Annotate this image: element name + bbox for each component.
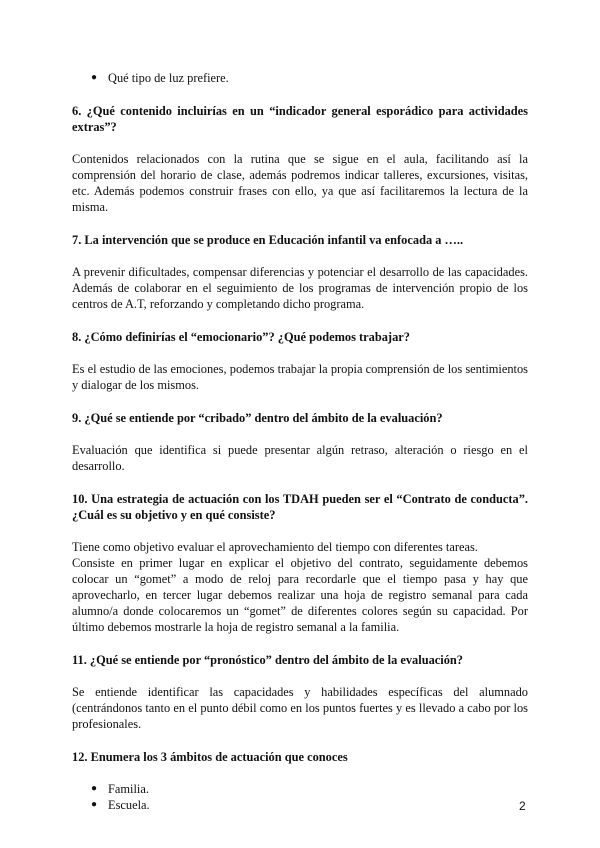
answer-12-list xyxy=(72,781,528,813)
list-item: ● Escuela. xyxy=(91,798,150,812)
answer-8: Es el estudio de las emociones, podemos trabajar la propia comprensión de los sentimientos y dialogar de los mismos. xyxy=(72,362,528,392)
question-12: 12. Enumera los 3 ámbitos de actuación que conoces xyxy=(72,750,348,764)
bullet-icon: ● xyxy=(91,72,98,83)
answer-6: Contenidos relacionados con la rutina que se sigue en el aula, facilitando así la comprensión del horario de clase, además podremos indicar talleres, excursiones, visitas, etc. Además podemos construir frases con ello, ya que así facilitaremos la lectura de la misma. xyxy=(72,152,528,214)
bullet-icon: ● xyxy=(91,783,98,794)
question-7: 7. La intervención que se produce en Educación infantil va enfocada a ….. xyxy=(72,233,464,247)
answer-10-procedure: Consiste en primer lugar en explicar el objetivo del contrato, seguidamente debemos colocar un “gomet” a modo de reloj para recordarle que el tiempo pasa y hay que aprovecharlo, en tercer lugar debemos realizar una hoja de registro semanal para cada alumno/a donde colocaremos un “gomet” de diferentes colores según su capacidad. Por último debemos mostrarle la hoja de registro semanal a la familia. xyxy=(72,556,528,634)
question-10: 10. Una estrategia de actuación con los TDAH pueden ser el “Contrato de conducta”. ¿Cuál es su objetivo y en qué consiste? xyxy=(72,492,528,522)
answer-11: Se entiende identificar las capacidades y habilidades específicas del alumnado (centrándonos tanto en el punto débil como en los puntos fuertes y es llevado a cabo por los profesionales. xyxy=(72,685,528,731)
question-6: 6. ¿Qué contenido incluirías en un “indicador general esporádico para actividades extras”? xyxy=(72,104,528,134)
page-content xyxy=(72,70,528,813)
answer-10-objective: Tiene como objetivo evaluar el aprovechamiento del tiempo con diferentes tareas. xyxy=(72,540,478,554)
question-11: 11. ¿Qué se entiende por “pronóstico” dentro del ámbito de la evaluación? xyxy=(72,653,464,667)
list-item: ● Qué tipo de luz prefiere. xyxy=(91,71,229,85)
page-number: 2 xyxy=(519,799,526,813)
list-item: ● Familia. xyxy=(91,782,149,796)
question-9: 9. ¿Qué se entiende por “cribado” dentro del ámbito de la evaluación? xyxy=(72,411,443,425)
question-8: 8. ¿Cómo definirías el “emocionario”? ¿Qué podemos trabajar? xyxy=(72,330,410,344)
answer-9: Evaluación que identifica si puede presentar algún retraso, alteración o riesgo en el desarrollo. xyxy=(72,443,528,473)
answer-7: A prevenir dificultades, compensar diferencias y potenciar el desarrollo de las capacidades. Además de colaborar en el seguimiento de los programas de intervención propio de los centros de A.T, reforzando y completando dicho programa. xyxy=(72,265,528,311)
bullet-icon: ● xyxy=(91,799,98,810)
top-bullet-list xyxy=(72,70,528,86)
